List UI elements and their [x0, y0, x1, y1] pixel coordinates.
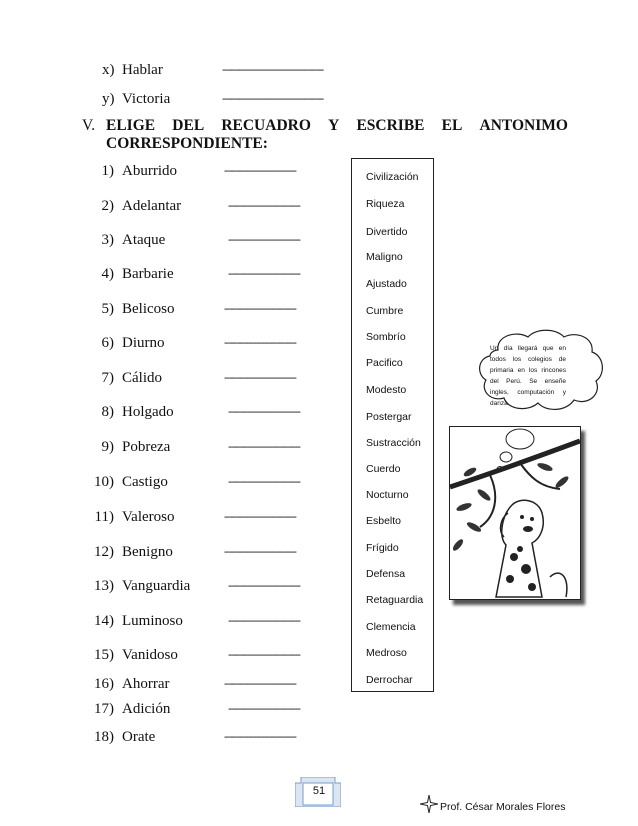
word-box-item: Sombrío [366, 331, 406, 343]
item-label: 7) [101, 370, 114, 386]
list-item [0, 301, 345, 321]
item-label: 14) [94, 613, 114, 629]
answer-blank: --------------------------- [228, 615, 300, 627]
answer-blank: --------------------------- [228, 268, 300, 280]
word-box-item: Civilización [366, 171, 419, 183]
item-word: Ataque [122, 232, 166, 248]
word-box-item: Modesto [366, 384, 407, 396]
item-label: 10) [94, 474, 114, 490]
list-item [0, 647, 345, 667]
item-label: 15) [94, 647, 114, 663]
item-word: Belicoso [122, 301, 175, 317]
list-item [0, 676, 345, 696]
item-word: Castigo [122, 474, 168, 490]
bubble-text: Un día llegará que en todos los colegios de primaria en los rincones del Perú. Se enseñe ingles, computación y danza. [490, 345, 566, 407]
item-label: x) [102, 62, 115, 78]
answer-blank: --------------------------- [224, 372, 296, 384]
item-label: 13) [94, 578, 114, 594]
answer-blank: --------------------------- [228, 406, 300, 418]
answer-blank: --------------------------- [224, 546, 296, 558]
word-box-item: Derrochar [366, 674, 413, 686]
word-box-item: Maligno [366, 251, 403, 263]
list-item [0, 439, 345, 459]
list-item [0, 613, 345, 633]
word-box-item: Sustracción [366, 437, 421, 449]
section-title-word: Y [328, 117, 340, 134]
section-title-word: DEL [172, 117, 205, 134]
answer-blank: --------------------------- [228, 580, 300, 592]
item-word: Pobreza [122, 439, 171, 455]
answer-blank: --------------------------- [228, 234, 300, 246]
word-box-item: Pacifico [366, 357, 403, 369]
answer-blank: --------------------------- [224, 678, 296, 690]
word-box-item: Cumbre [366, 305, 404, 317]
word-box-item: Esbelto [366, 515, 402, 527]
word-box-item: Clemencia [366, 621, 416, 633]
list-item [0, 163, 345, 183]
list-item [0, 404, 345, 424]
word-box-item: Ajustado [366, 278, 407, 290]
answer-blank: --------------------------- [224, 337, 296, 349]
item-label: 17) [94, 701, 114, 717]
answer-blank: --------------------------- [228, 441, 300, 453]
item-word: Adelantar [122, 198, 182, 214]
section-title-word: EL [441, 117, 463, 134]
previous-item [0, 91, 638, 111]
answer-blank: --------------------------- [224, 165, 296, 177]
section-title-word: ESCRIBE [356, 117, 425, 134]
list-item [0, 544, 345, 564]
section-title-word: ELIGE [106, 117, 156, 134]
footer-author: Prof. César Morales Flores [440, 801, 566, 813]
answer-blank: --------------------------- [224, 731, 296, 743]
item-word: Vanguardia [122, 578, 191, 594]
item-label: 18) [94, 729, 114, 745]
answer-blank: --------------------------- [228, 476, 300, 488]
word-box-item: Postergar [366, 411, 412, 423]
item-label: 5) [101, 301, 114, 317]
item-label: 6) [101, 335, 114, 351]
item-label: 12) [94, 544, 114, 560]
word-box-item: Nocturno [366, 489, 409, 501]
section-title-line2: CORRESPONDIENTE: [106, 135, 268, 152]
answer-blank: --------------------------- [224, 303, 296, 315]
word-box [351, 158, 434, 692]
list-item [0, 232, 345, 252]
list-item [0, 335, 345, 355]
dog-drawing-icon [450, 427, 580, 599]
list-item [0, 509, 345, 529]
item-label: 11) [94, 509, 114, 525]
list-item [0, 474, 345, 494]
item-word: Barbarie [122, 266, 174, 282]
item-label: y) [102, 91, 115, 107]
answer-blank: --------------------------- [228, 200, 300, 212]
item-word: Orate [122, 729, 156, 745]
previous-item [0, 62, 638, 82]
section-title [106, 117, 568, 135]
answer-blank: --------------------------- [224, 511, 296, 523]
four-point-star-icon [420, 795, 438, 813]
answer-blank: --------------------------- [228, 649, 300, 661]
section-title-word: ANTONIMO [479, 117, 568, 134]
item-label: 8) [101, 404, 114, 420]
item-word: Cálido [122, 370, 162, 386]
item-label: 2) [101, 198, 114, 214]
list-item [0, 729, 345, 749]
word-box-item: Defensa [366, 568, 406, 580]
dog-illustration [449, 426, 581, 600]
answer-blank: -------------------------------------- [222, 64, 324, 76]
list-item [0, 701, 345, 721]
item-word: Aburrido [122, 163, 177, 179]
word-box-item: Cuerdo [366, 463, 401, 475]
word-box-item: Medroso [366, 647, 407, 659]
item-label: 16) [94, 676, 114, 692]
item-word: Ahorrar [122, 676, 170, 692]
item-label: 3) [101, 232, 114, 248]
item-word: Holgado [122, 404, 174, 420]
item-word: Victoria [122, 91, 171, 107]
item-word: Valeroso [122, 509, 175, 525]
item-word: Diurno [122, 335, 165, 351]
word-box-item: Retaguardia [366, 594, 424, 606]
list-item [0, 266, 345, 286]
section-roman-numeral: V. [82, 117, 96, 134]
section-title-word: RECUADRO [221, 117, 311, 134]
answer-blank: --------------------------- [228, 703, 300, 715]
list-item [0, 578, 345, 598]
item-word: Hablar [122, 62, 163, 78]
list-item [0, 198, 345, 218]
item-word: Vanidoso [122, 647, 178, 663]
item-label: 4) [101, 266, 114, 282]
item-label: 9) [101, 439, 114, 455]
answer-blank: -------------------------------------- [222, 93, 324, 105]
list-item [0, 370, 345, 390]
word-box-item: Riqueza [366, 198, 405, 210]
page-number: 51 [312, 785, 326, 797]
word-box-item: Frígido [366, 542, 399, 554]
item-label: 1) [101, 163, 114, 179]
item-word: Luminoso [122, 613, 183, 629]
word-box-item: Divertido [366, 226, 408, 238]
item-word: Adición [122, 701, 171, 717]
item-word: Benigno [122, 544, 173, 560]
